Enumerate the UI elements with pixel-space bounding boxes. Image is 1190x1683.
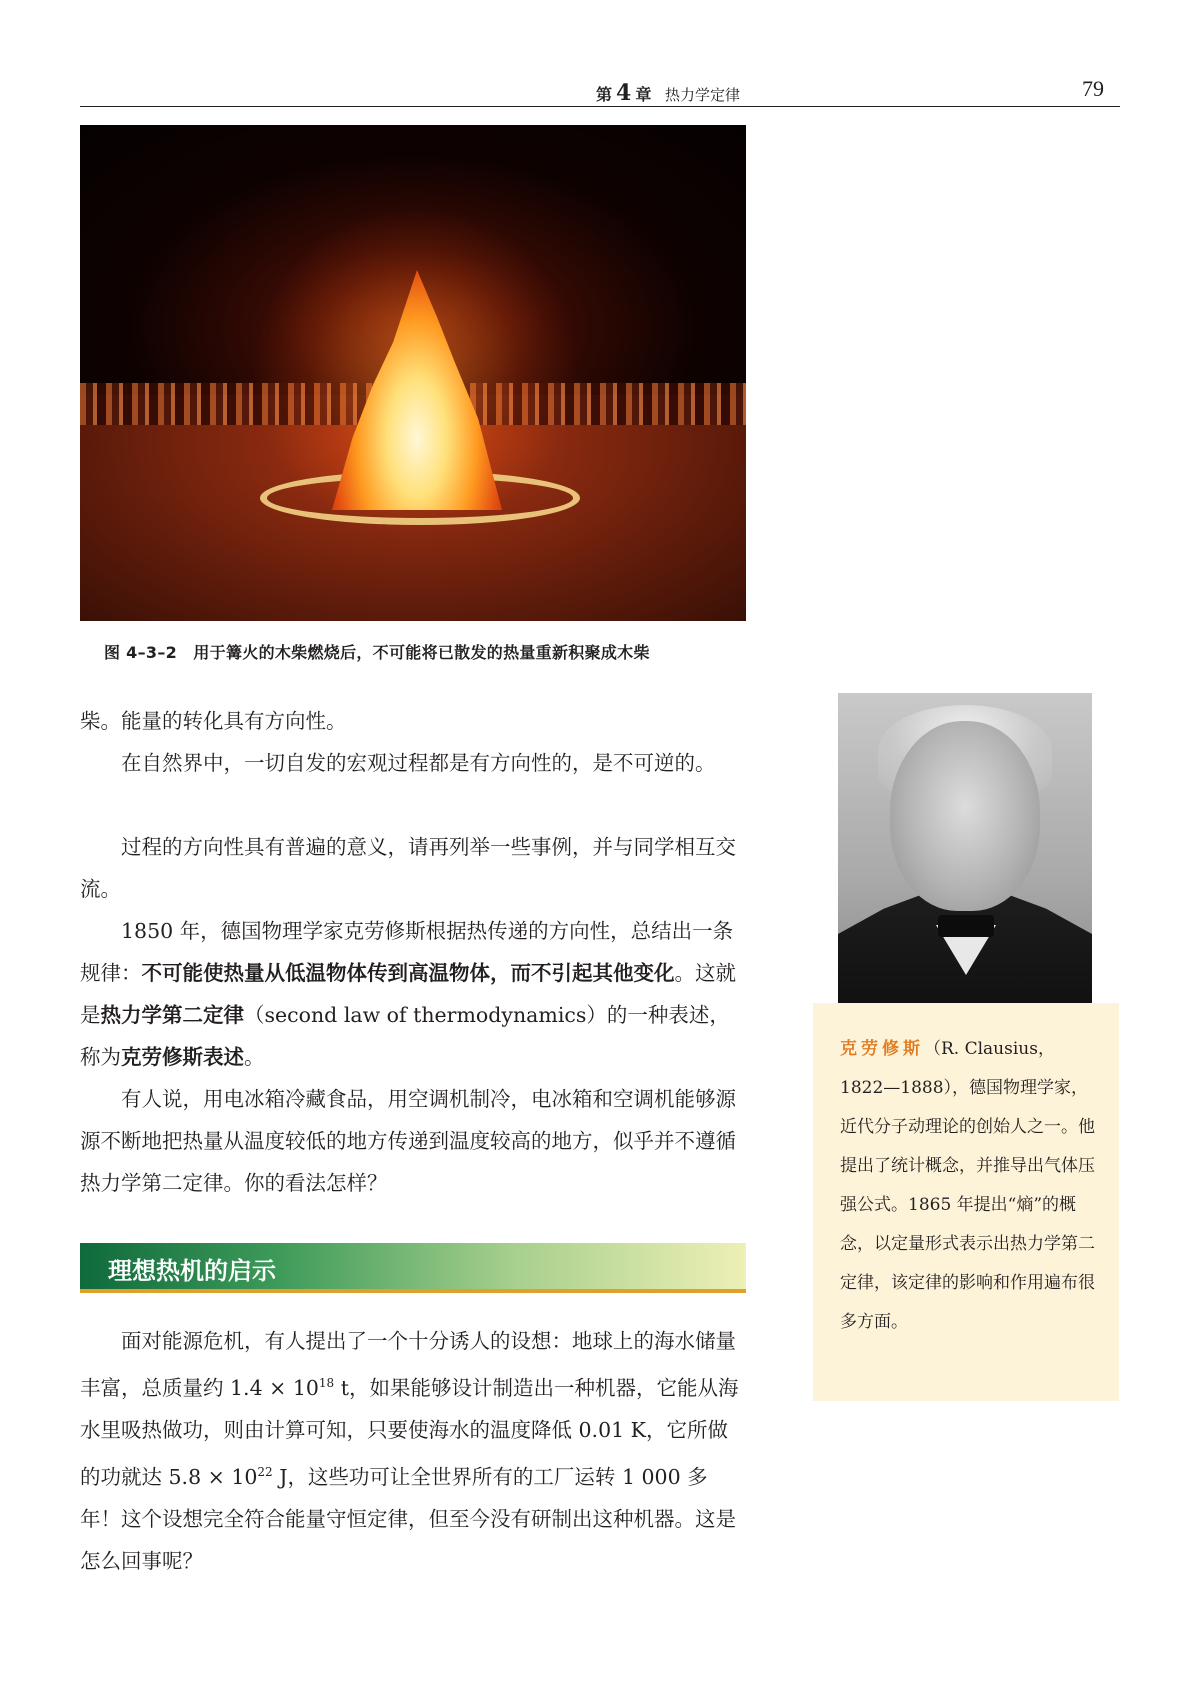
second-law-term: 热力学第二定律 [100, 1003, 244, 1027]
bonfire-photo [80, 125, 746, 621]
paragraph-continuation: 柴。能量的转化具有方向性。 [80, 709, 347, 733]
header-rule [80, 106, 1120, 107]
chapter-number: 4 [616, 80, 632, 106]
chapter-title: 热力学定律 [665, 86, 741, 104]
biography-text: 克劳修斯（R. Clausius，1822—1888），德国物理学家，近代分子动理论的创始人之一。他提出了统计概念，并推导出气体压强公式。1865 年提出“熵”的概念，以定量形式表示出热力学第二定律，该定律的影响和作用遍布很多方面。 [840, 1039, 1095, 1332]
paragraph-clausius-statement: 1850 年，德国物理学家克劳修斯根据热传递的方向性，总结出一条规律：不可能使热量从低温物体传到高温物体，而不引起其他变化。这就是热力学第二定律（second law of thermodynamics）的一种表述，称为克劳修斯表述。 [80, 919, 736, 1069]
clausius-portrait [838, 693, 1092, 1003]
clausius-statement-term: 克劳修斯表述 [121, 1045, 244, 1069]
paragraph-irreversibility: 在自然界中，一切自发的宏观过程都是有方向性的，是不可逆的。 [121, 751, 716, 775]
figure-caption: 图 4–3–2 用于篝火的木柴燃烧后，不可能将已散发的热量重新积聚成木柴 [104, 643, 650, 662]
section-title: 理想热机的启示 [108, 1257, 276, 1285]
paragraph-discussion: 过程的方向性具有普遍的意义，请再列举一些事例，并与同学相互交流。 [80, 835, 736, 901]
page-number: 79 [1082, 76, 1104, 101]
biography-name: 克劳修斯 [840, 1039, 924, 1059]
chapter-label: 第 4 章 [596, 80, 652, 106]
paragraph-refrigerator-question: 有人说，用电冰箱冷藏食品，用空调机制冷，电冰箱和空调机能够源源不断地把热量从温度较低的地方传递到温度较高的地方，似乎并不遵循热力学第二定律。你的看法怎样？ [80, 1087, 736, 1195]
law-statement: 不可能使热量从低温物体传到高温物体，而不引起其他变化 [141, 961, 675, 985]
paragraph-ideal-engine: 面对能源危机，有人提出了一个十分诱人的设想：地球上的海水储量丰富，总质量约 $1.4 \times 10^{18}$ t，如果能够设计制造出一种机器，它能从海水里吸热做功，则由计算可知，只要使海水的温度降低 0.01 K，它所做的功就达 $5.8 \times 10^{22}$ J，这些功可让全世界所有的工厂运转 1 000 多年！这个设想完全符合能量守恒定律，但至今没有研制出这种机器。这是怎么回事呢？ [80, 1329, 739, 1573]
section-heading-underline [80, 1289, 746, 1293]
